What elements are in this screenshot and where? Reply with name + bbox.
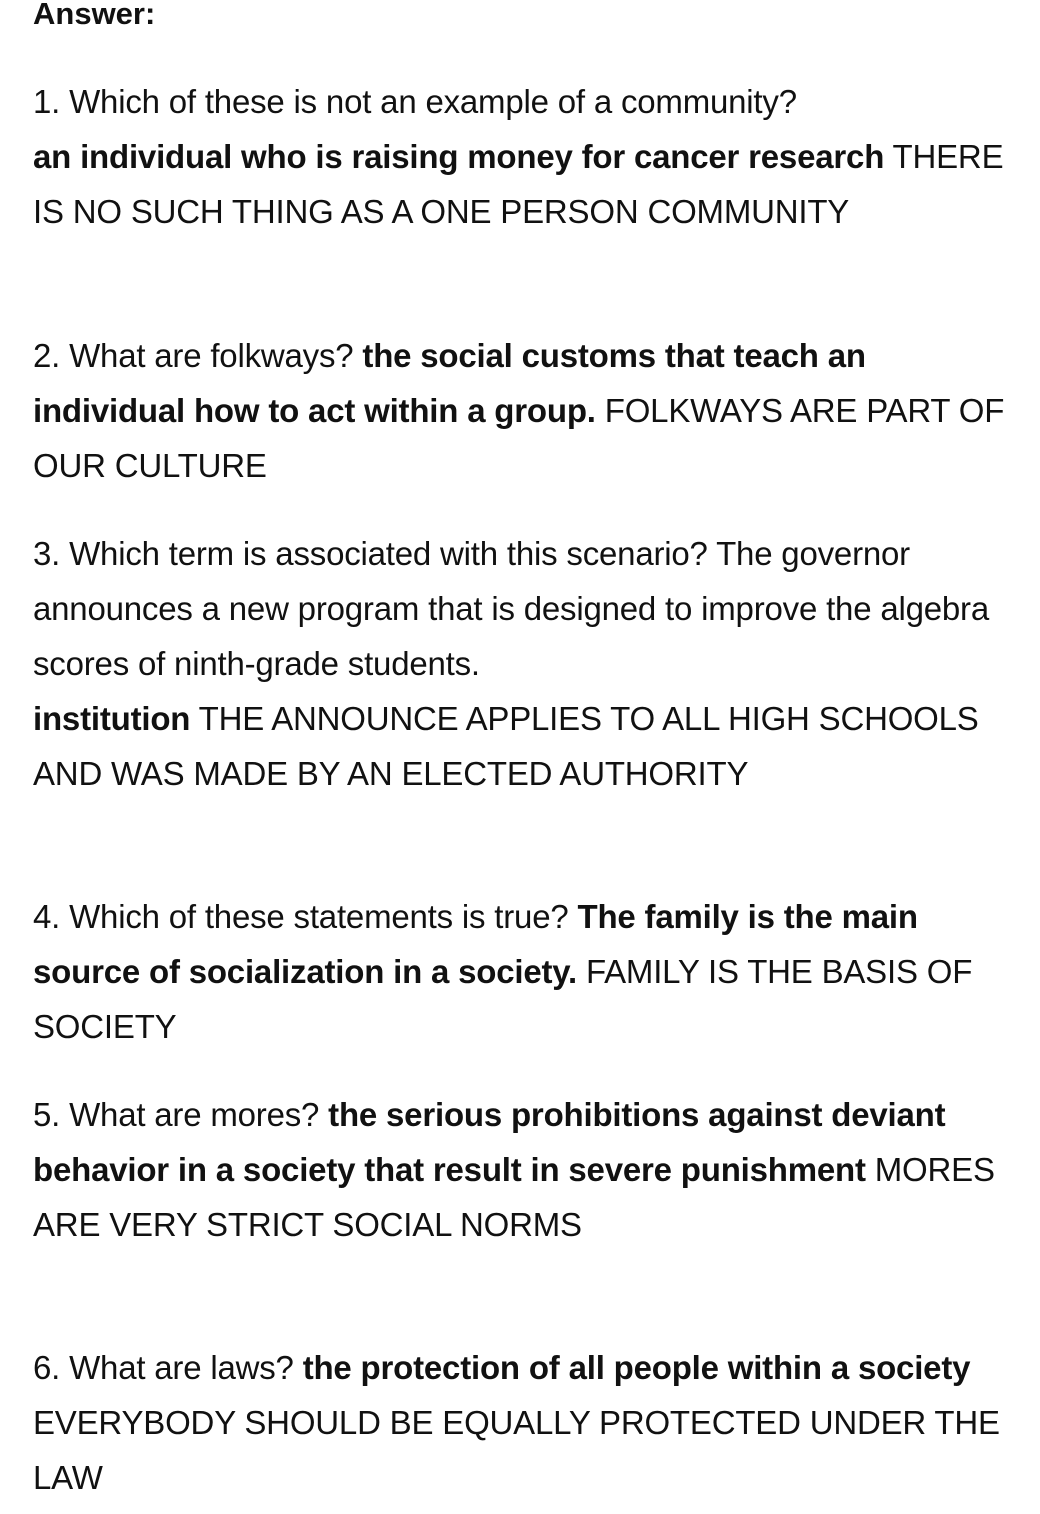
answer-note: MORES ARE VERY STRICT SOCIAL NORMS [33, 1151, 995, 1243]
answer-text: an individual who is raising money for cancer research [33, 138, 885, 175]
qa-item-5 [33, 1087, 1023, 1252]
question-text: 4. Which of these statements is true? [33, 898, 569, 935]
answer-text: The family is the main source of socialization in a society. [33, 898, 918, 990]
qa-item-1 [33, 74, 1023, 239]
answer-text: the serious prohibitions against deviant behavior in a society that result in severe punishment [33, 1096, 946, 1188]
answer-note: EVERYBODY SHOULD BE EQUALLY PROTECTED UNDER THE LAW [33, 1404, 1000, 1496]
qa-item-3 [33, 526, 1023, 801]
question-text: 2. What are folkways? [33, 337, 354, 374]
question-text: 5. What are mores? [33, 1096, 320, 1133]
question-text: 1. Which of these is not an example of a community? [33, 83, 797, 120]
qa-item-6 [33, 1340, 1023, 1505]
question-text: 6. What are laws? [33, 1349, 294, 1386]
question-text: 3. Which term is associated with this scenario? The governor announces a new program that is designed to improve the algebra scores of ninth-grade students. [33, 535, 990, 682]
answer-text: institution [33, 700, 191, 737]
answer-text: the social customs that teach an individual how to act within a group. [33, 337, 866, 429]
answer-note: THERE IS NO SUCH THING AS A ONE PERSON COMMUNITY [33, 138, 1004, 230]
answer-text: the protection of all people within a society [302, 1349, 971, 1386]
answer-note: THE ANNOUNCE APPLIES TO ALL HIGH SCHOOLS AND WAS MADE BY AN ELECTED AUTHORITY [33, 700, 979, 792]
answer-heading: Answer: [33, 0, 156, 31]
qa-item-2 [33, 328, 1023, 493]
qa-item-4 [33, 889, 1023, 1054]
answer-note: FOLKWAYS ARE PART OF OUR CULTURE [33, 392, 1005, 484]
answer-note: FAMILY IS THE BASIS OF SOCIETY [33, 953, 973, 1045]
